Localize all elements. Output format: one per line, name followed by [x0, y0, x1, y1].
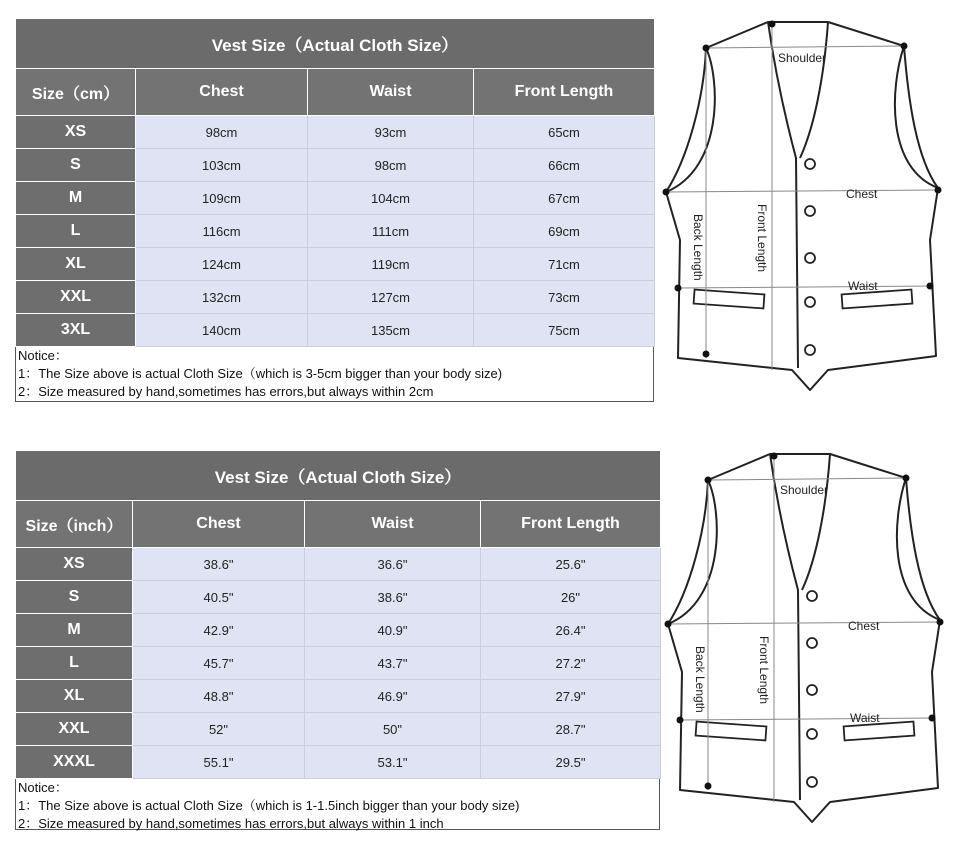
size-cell: XL [16, 680, 133, 713]
size-cell: S [16, 581, 133, 614]
waist-cell: 36.6" [305, 548, 481, 581]
waist-cell: 50" [305, 713, 481, 746]
table-row [16, 581, 661, 614]
button [807, 638, 817, 648]
size-cell: L [16, 647, 133, 680]
waist-cell: 46.9" [305, 680, 481, 713]
waist-cell: 104cm [308, 182, 474, 215]
size-cell: M [16, 614, 133, 647]
table-row [16, 647, 661, 680]
chest-cell: 124cm [136, 248, 308, 281]
measure-dot [901, 43, 908, 50]
waist-cell: 53.1" [305, 746, 481, 779]
chest-cell: 103cm [136, 149, 308, 182]
size-cell: XS [16, 548, 133, 581]
label-shoulder: Shoulder [780, 483, 829, 497]
label-back-length: Back Length [691, 214, 705, 281]
label-shoulder: Shoulder [778, 51, 827, 65]
chest-cell: 45.7" [133, 647, 305, 680]
header-size: Size（cm） [16, 69, 136, 116]
chest-cell: 98cm [136, 116, 308, 149]
notice-box [15, 779, 660, 830]
size-cell: XXL [16, 281, 136, 314]
front-length-cell: 71cm [474, 248, 655, 281]
table-row [16, 116, 655, 149]
notice-line: 1：The Size above is actual Cloth Size（which is 3-5cm bigger than your body size) [18, 366, 503, 381]
waist-cell: 98cm [308, 149, 474, 182]
waist-cell: 135cm [308, 314, 474, 347]
front-length-cell: 28.7" [481, 713, 661, 746]
size-chart-cm [15, 18, 654, 402]
measure-dot [665, 621, 672, 628]
measure-dot [705, 477, 712, 484]
table-row [16, 149, 655, 182]
chest-cell: 109cm [136, 182, 308, 215]
size-table-cm [15, 18, 655, 347]
chest-cell: 38.6" [133, 548, 305, 581]
measure-dot [903, 475, 910, 482]
measure-dot [703, 351, 710, 358]
button [805, 253, 815, 263]
size-cell: S [16, 149, 136, 182]
front-length-cell: 73cm [474, 281, 655, 314]
front-length-cell: 67cm [474, 182, 655, 215]
label-waist: Waist [848, 279, 878, 293]
chest-cell: 42.9" [133, 614, 305, 647]
label-waist: Waist [850, 711, 880, 725]
table-row [16, 548, 661, 581]
table-row [16, 314, 655, 347]
table-row [16, 182, 655, 215]
measure-dot [675, 285, 682, 292]
button [805, 206, 815, 216]
size-table-inch [15, 450, 661, 779]
size-cell: M [16, 182, 136, 215]
size-cell: L [16, 215, 136, 248]
measure-dot [705, 783, 712, 790]
size-cell: 3XL [16, 314, 136, 347]
label-chest: Chest [848, 619, 880, 633]
waist-cell: 38.6" [305, 581, 481, 614]
front-length-cell: 27.2" [481, 647, 661, 680]
front-length-cell: 29.5" [481, 746, 661, 779]
measure-dot [663, 189, 670, 196]
header-chest: Chest [133, 501, 305, 548]
table-row [16, 614, 661, 647]
chest-cell: 40.5" [133, 581, 305, 614]
chest-cell: 48.8" [133, 680, 305, 713]
front-length-cell: 26.4" [481, 614, 661, 647]
waist-cell: 111cm [308, 215, 474, 248]
waist-cell: 93cm [308, 116, 474, 149]
front-length-cell: 69cm [474, 215, 655, 248]
waist-cell: 43.7" [305, 647, 481, 680]
measure-dot [771, 453, 778, 460]
table-row [16, 680, 661, 713]
front-length-cell: 66cm [474, 149, 655, 182]
measure-dot [937, 619, 944, 626]
button [807, 777, 817, 787]
table-row [16, 248, 655, 281]
table-row [16, 746, 661, 779]
measure-dot [929, 715, 936, 722]
header-front-length: Front Length [481, 501, 661, 548]
button [807, 729, 817, 739]
button [805, 159, 815, 169]
waist-cell: 119cm [308, 248, 474, 281]
chest-cell: 55.1" [133, 746, 305, 779]
measure-dot [703, 45, 710, 52]
chest-cell: 132cm [136, 281, 308, 314]
measure-dot [769, 21, 776, 28]
chest-cell: 140cm [136, 314, 308, 347]
header-front-length: Front Length [474, 69, 655, 116]
notice-line: 2：Size measured by hand,sometimes has errors,but always within 2cm [18, 384, 434, 399]
header-size: Size（inch） [16, 501, 133, 548]
front-length-cell: 27.9" [481, 680, 661, 713]
label-chest: Chest [846, 187, 878, 201]
front-length-cell: 65cm [474, 116, 655, 149]
front-length-cell: 25.6" [481, 548, 661, 581]
header-chest: Chest [136, 69, 308, 116]
size-cell: XXXL [16, 746, 133, 779]
button [805, 297, 815, 307]
size-cell: XS [16, 116, 136, 149]
label-back-length: Back Length [693, 646, 707, 713]
header-waist: Waist [305, 501, 481, 548]
chest-cell: 116cm [136, 215, 308, 248]
label-front-length: Front Length [755, 204, 769, 273]
size-chart-inch [15, 450, 660, 830]
notice-title: Notice： [18, 780, 68, 795]
chest-cell: 52" [133, 713, 305, 746]
label-front-length: Front Length [757, 636, 771, 705]
button [805, 345, 815, 355]
size-cell: XL [16, 248, 136, 281]
table-row [16, 215, 655, 248]
table-row [16, 713, 661, 746]
notice-box [15, 347, 654, 402]
measure-dot [927, 283, 934, 290]
front-length-cell: 75cm [474, 314, 655, 347]
button [807, 685, 817, 695]
waist-cell: 40.9" [305, 614, 481, 647]
header-waist: Waist [308, 69, 474, 116]
vest-diagram [660, 450, 954, 836]
waist-cell: 127cm [308, 281, 474, 314]
notice-line: 2：Size measured by hand,sometimes has errors,but always within 1 inch [18, 816, 444, 831]
button [807, 591, 817, 601]
front-length-cell: 26" [481, 581, 661, 614]
measure-dot [677, 717, 684, 724]
table-title: Vest Size（Actual Cloth Size） [16, 451, 661, 501]
notice-title: Notice： [18, 348, 68, 363]
table-row [16, 281, 655, 314]
size-cell: XXL [16, 713, 133, 746]
notice-line: 1：The Size above is actual Cloth Size（which is 1-1.5inch bigger than your body size) [18, 798, 520, 813]
table-title: Vest Size（Actual Cloth Size） [16, 19, 655, 69]
measure-dot [935, 187, 942, 194]
vest-diagram [658, 18, 952, 404]
